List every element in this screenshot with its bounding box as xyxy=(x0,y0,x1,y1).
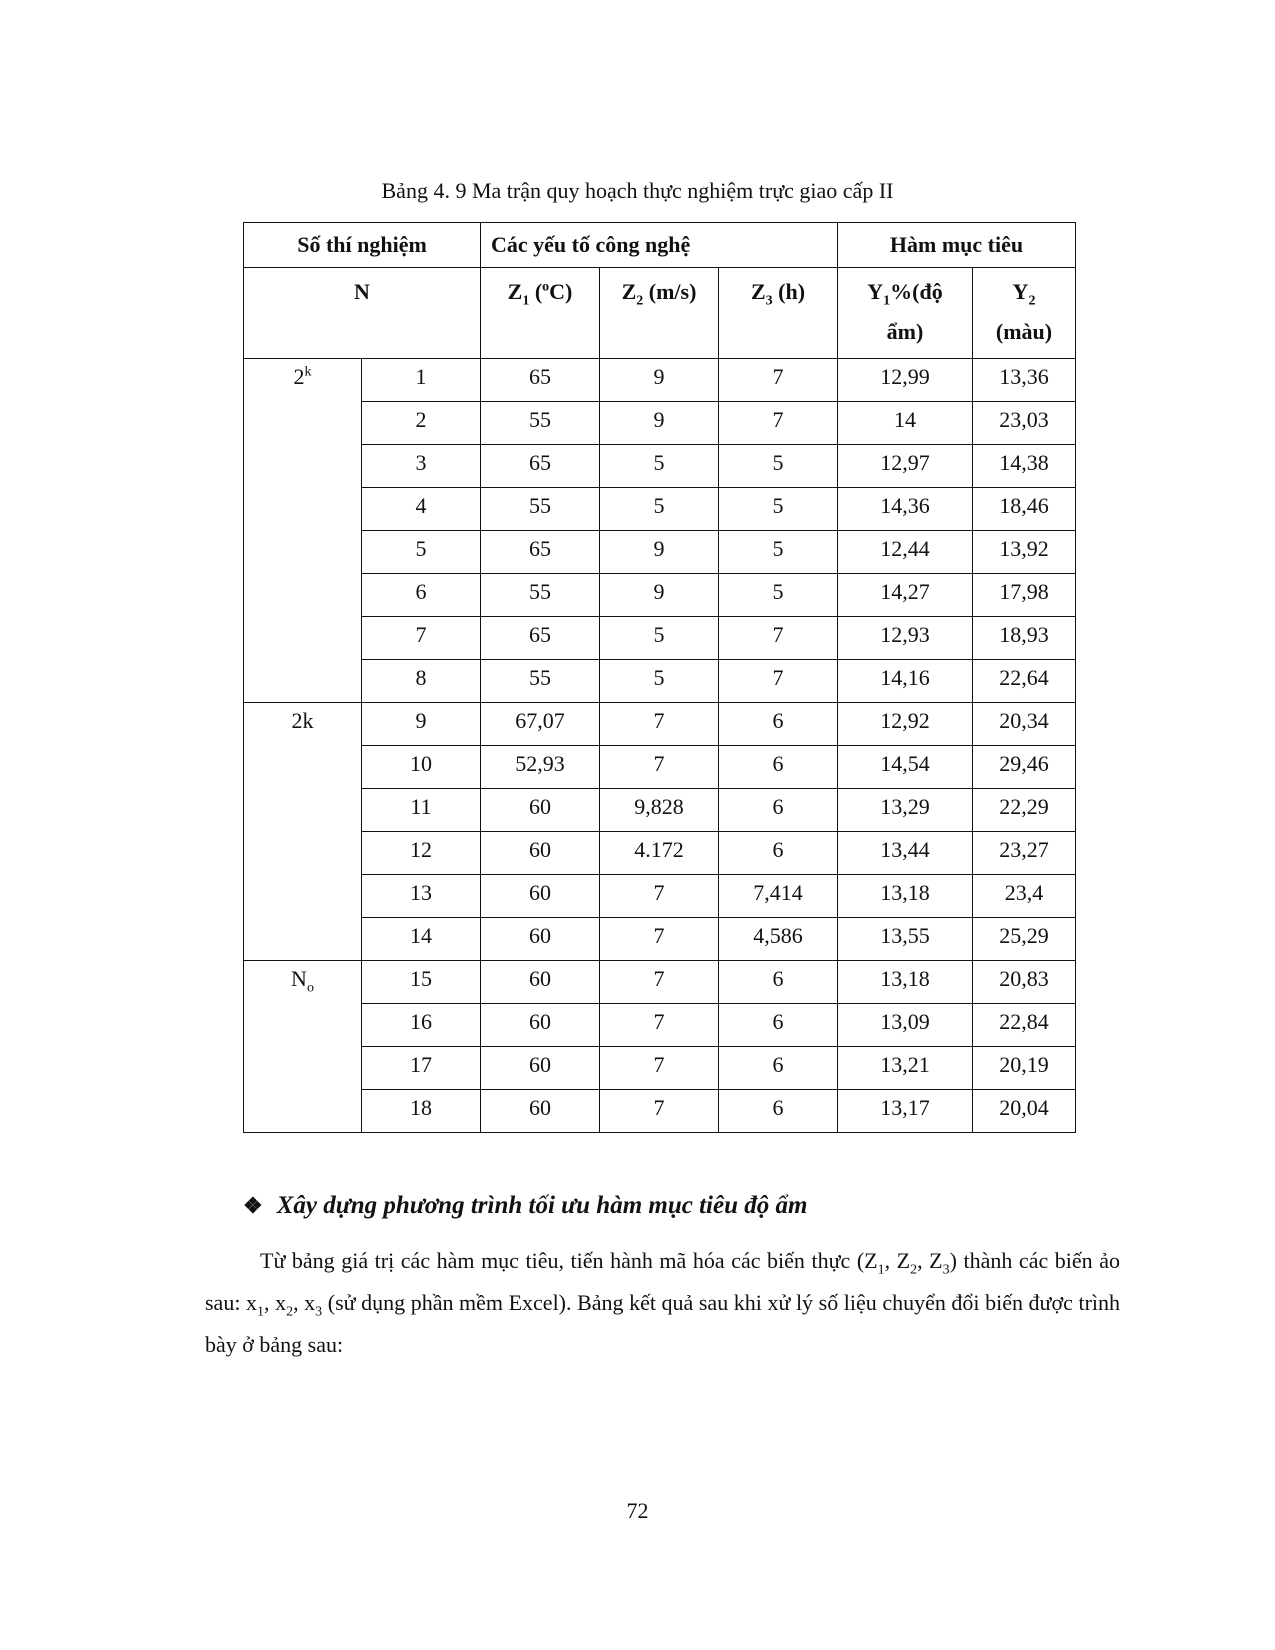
cell-z1: 60 xyxy=(481,789,600,832)
cell-z1: 55 xyxy=(481,660,600,703)
table-row xyxy=(244,402,1076,445)
page-number: 72 xyxy=(626,1498,649,1523)
cell-y2: 20,83 xyxy=(973,961,1076,1004)
table-row xyxy=(244,445,1076,488)
cell-z3: 7 xyxy=(719,402,838,445)
table-row xyxy=(244,961,1076,1004)
cell-z1: 65 xyxy=(481,445,600,488)
cell-stt: 11 xyxy=(362,789,481,832)
header-z2: $Z_2$ (m/s) xyxy=(600,268,719,359)
cell-y1: 12,93 xyxy=(838,617,973,660)
cell-y2: 23,4 xyxy=(973,875,1076,918)
cell-z1: 67,07 xyxy=(481,703,600,746)
cell-z3: 6 xyxy=(719,1047,838,1090)
cell-z1: 60 xyxy=(481,1090,600,1133)
cell-z3: 5 xyxy=(719,574,838,617)
header-z1: $Z_1$ ($^o$C) xyxy=(481,268,600,359)
table-row xyxy=(244,918,1076,961)
cell-z1: 65 xyxy=(481,531,600,574)
cell-stt: 14 xyxy=(362,918,481,961)
cell-y1: 13,55 xyxy=(838,918,973,961)
cell-y2: 20,19 xyxy=(973,1047,1076,1090)
cell-stt: 9 xyxy=(362,703,481,746)
cell-stt: 4 xyxy=(362,488,481,531)
header-row-2 xyxy=(244,268,1076,359)
cell-z1: 60 xyxy=(481,1004,600,1047)
cell-z2: 7 xyxy=(600,1004,719,1047)
cell-y1: 13,17 xyxy=(838,1090,973,1133)
cell-z2: 9,828 xyxy=(600,789,719,832)
table-caption: Bảng 4. 9 Ma trận quy hoạch thực nghiệm trực giao cấp II xyxy=(381,178,894,203)
group-2k: 2k xyxy=(244,703,362,961)
cell-y1: 13,18 xyxy=(838,875,973,918)
cell-y2: 22,29 xyxy=(973,789,1076,832)
cell-y1: 14 xyxy=(838,402,973,445)
cell-z3: 5 xyxy=(719,445,838,488)
cell-z3: 7,414 xyxy=(719,875,838,918)
experiment-matrix-table xyxy=(243,222,1076,1133)
cell-y1: 12,44 xyxy=(838,531,973,574)
header-n: N xyxy=(244,268,481,359)
cell-y2: 29,46 xyxy=(973,746,1076,789)
header-row-1 xyxy=(244,223,1076,268)
cell-z1: 65 xyxy=(481,617,600,660)
cell-y2: 22,84 xyxy=(973,1004,1076,1047)
cell-z2: 7 xyxy=(600,1047,719,1090)
cell-stt: 3 xyxy=(362,445,481,488)
header-y2: $Y_2$ (màu) xyxy=(973,268,1076,359)
table-row xyxy=(244,617,1076,660)
cell-z1: 55 xyxy=(481,488,600,531)
cell-stt: 2 xyxy=(362,402,481,445)
table-row xyxy=(244,359,1076,402)
cell-stt: 1 xyxy=(362,359,481,402)
cell-z2: 9 xyxy=(600,574,719,617)
cell-z2: 9 xyxy=(600,531,719,574)
cell-y2: 25,29 xyxy=(973,918,1076,961)
cell-z1: 55 xyxy=(481,402,600,445)
cell-y2: 23,27 xyxy=(973,832,1076,875)
cell-y2: 20,04 xyxy=(973,1090,1076,1133)
cell-stt: 13 xyxy=(362,875,481,918)
cell-stt: 17 xyxy=(362,1047,481,1090)
cell-stt: 6 xyxy=(362,574,481,617)
group-2-power-k: 2$^k$ xyxy=(244,359,362,703)
table-row xyxy=(244,703,1076,746)
cell-y2: 18,46 xyxy=(973,488,1076,531)
cell-z3: 6 xyxy=(719,703,838,746)
table-body xyxy=(244,359,1076,1133)
cell-y2: 17,98 xyxy=(973,574,1076,617)
header-ham-muc-tieu: Hàm mục tiêu xyxy=(838,223,1076,268)
cell-y2: 20,34 xyxy=(973,703,1076,746)
cell-stt: 16 xyxy=(362,1004,481,1047)
cell-z2: 7 xyxy=(600,918,719,961)
cell-z1: 60 xyxy=(481,1047,600,1090)
cell-y1: 13,29 xyxy=(838,789,973,832)
cell-z1: 60 xyxy=(481,961,600,1004)
cell-z3: 5 xyxy=(719,531,838,574)
cell-stt: 8 xyxy=(362,660,481,703)
cell-y2: 13,92 xyxy=(973,531,1076,574)
cell-y2: 14,38 xyxy=(973,445,1076,488)
cell-z1: 60 xyxy=(481,918,600,961)
cell-z2: 5 xyxy=(600,445,719,488)
header-so-thi-nghiem: Số thí nghiệm xyxy=(244,223,481,268)
cell-y1: 14,36 xyxy=(838,488,973,531)
cell-stt: 10 xyxy=(362,746,481,789)
table-row xyxy=(244,746,1076,789)
cell-y1: 14,16 xyxy=(838,660,973,703)
table-row xyxy=(244,1090,1076,1133)
cell-z3: 6 xyxy=(719,1004,838,1047)
cell-z3: 6 xyxy=(719,1090,838,1133)
cell-z2: 9 xyxy=(600,402,719,445)
cell-z1: 60 xyxy=(481,832,600,875)
table-row xyxy=(244,875,1076,918)
cell-y1: 12,92 xyxy=(838,703,973,746)
group-n-o: $N_o$ xyxy=(244,961,362,1133)
diamond-bullet-icon: ❖ xyxy=(243,1193,263,1218)
cell-z2: 5 xyxy=(600,617,719,660)
cell-z2: 7 xyxy=(600,875,719,918)
cell-y1: 13,44 xyxy=(838,832,973,875)
cell-y1: 12,99 xyxy=(838,359,973,402)
cell-z2: 9 xyxy=(600,359,719,402)
cell-z2: 5 xyxy=(600,660,719,703)
cell-y1: 13,21 xyxy=(838,1047,973,1090)
cell-stt: 15 xyxy=(362,961,481,1004)
cell-z1: 52,93 xyxy=(481,746,600,789)
cell-y1: 14,27 xyxy=(838,574,973,617)
cell-z2: 7 xyxy=(600,703,719,746)
cell-y1: 13,09 xyxy=(838,1004,973,1047)
table-row xyxy=(244,488,1076,531)
cell-z3: 6 xyxy=(719,832,838,875)
table-row xyxy=(244,660,1076,703)
cell-z3: 7 xyxy=(719,617,838,660)
cell-z2: 5 xyxy=(600,488,719,531)
table-row xyxy=(244,574,1076,617)
table-row xyxy=(244,789,1076,832)
cell-z2: 4.172 xyxy=(600,832,719,875)
cell-z3: 7 xyxy=(719,660,838,703)
cell-z3: 4,586 xyxy=(719,918,838,961)
cell-stt: 12 xyxy=(362,832,481,875)
cell-stt: 5 xyxy=(362,531,481,574)
cell-z3: 7 xyxy=(719,359,838,402)
cell-z2: 7 xyxy=(600,961,719,1004)
header-z3: $Z_3$ (h) xyxy=(719,268,838,359)
cell-z2: 7 xyxy=(600,1090,719,1133)
table-row xyxy=(244,1004,1076,1047)
cell-z2: 7 xyxy=(600,746,719,789)
body-paragraph: Từ bảng giá trị các hàm mục tiêu, tiến hành mã hóa các biến thực ($Z_1$, $Z_2$, $Z_3$) thành các biến ảo sau: $x_1$, $x_2$, $x_3$ (sử dụng phần mềm Excel). Bảng kết quả sau khi xử lý số liệu chuyển đổi biến được trình bày ở bảng sau: xyxy=(205,1248,1121,1357)
cell-y2: 13,36 xyxy=(973,359,1076,402)
cell-z3: 5 xyxy=(719,488,838,531)
cell-z1: 60 xyxy=(481,875,600,918)
header-cac-yeu-to: Các yếu tố công nghệ xyxy=(481,223,838,268)
table-row xyxy=(244,832,1076,875)
cell-z1: 65 xyxy=(481,359,600,402)
cell-z3: 6 xyxy=(719,746,838,789)
cell-y1: 13,18 xyxy=(838,961,973,1004)
cell-stt: 7 xyxy=(362,617,481,660)
cell-stt: 18 xyxy=(362,1090,481,1133)
cell-y2: 18,93 xyxy=(973,617,1076,660)
section-heading: ❖ Xây dựng phương trình tối ưu hàm mục tiêu độ ẩm xyxy=(243,1192,808,1219)
cell-z1: 55 xyxy=(481,574,600,617)
cell-z3: 6 xyxy=(719,789,838,832)
cell-y1: 14,54 xyxy=(838,746,973,789)
table-row xyxy=(244,1047,1076,1090)
cell-y2: 22,64 xyxy=(973,660,1076,703)
cell-z3: 6 xyxy=(719,961,838,1004)
cell-y2: 23,03 xyxy=(973,402,1076,445)
table-row xyxy=(244,531,1076,574)
header-y1: $Y_1\%(độ$ ẩm) xyxy=(838,268,973,359)
cell-y1: 12,97 xyxy=(838,445,973,488)
